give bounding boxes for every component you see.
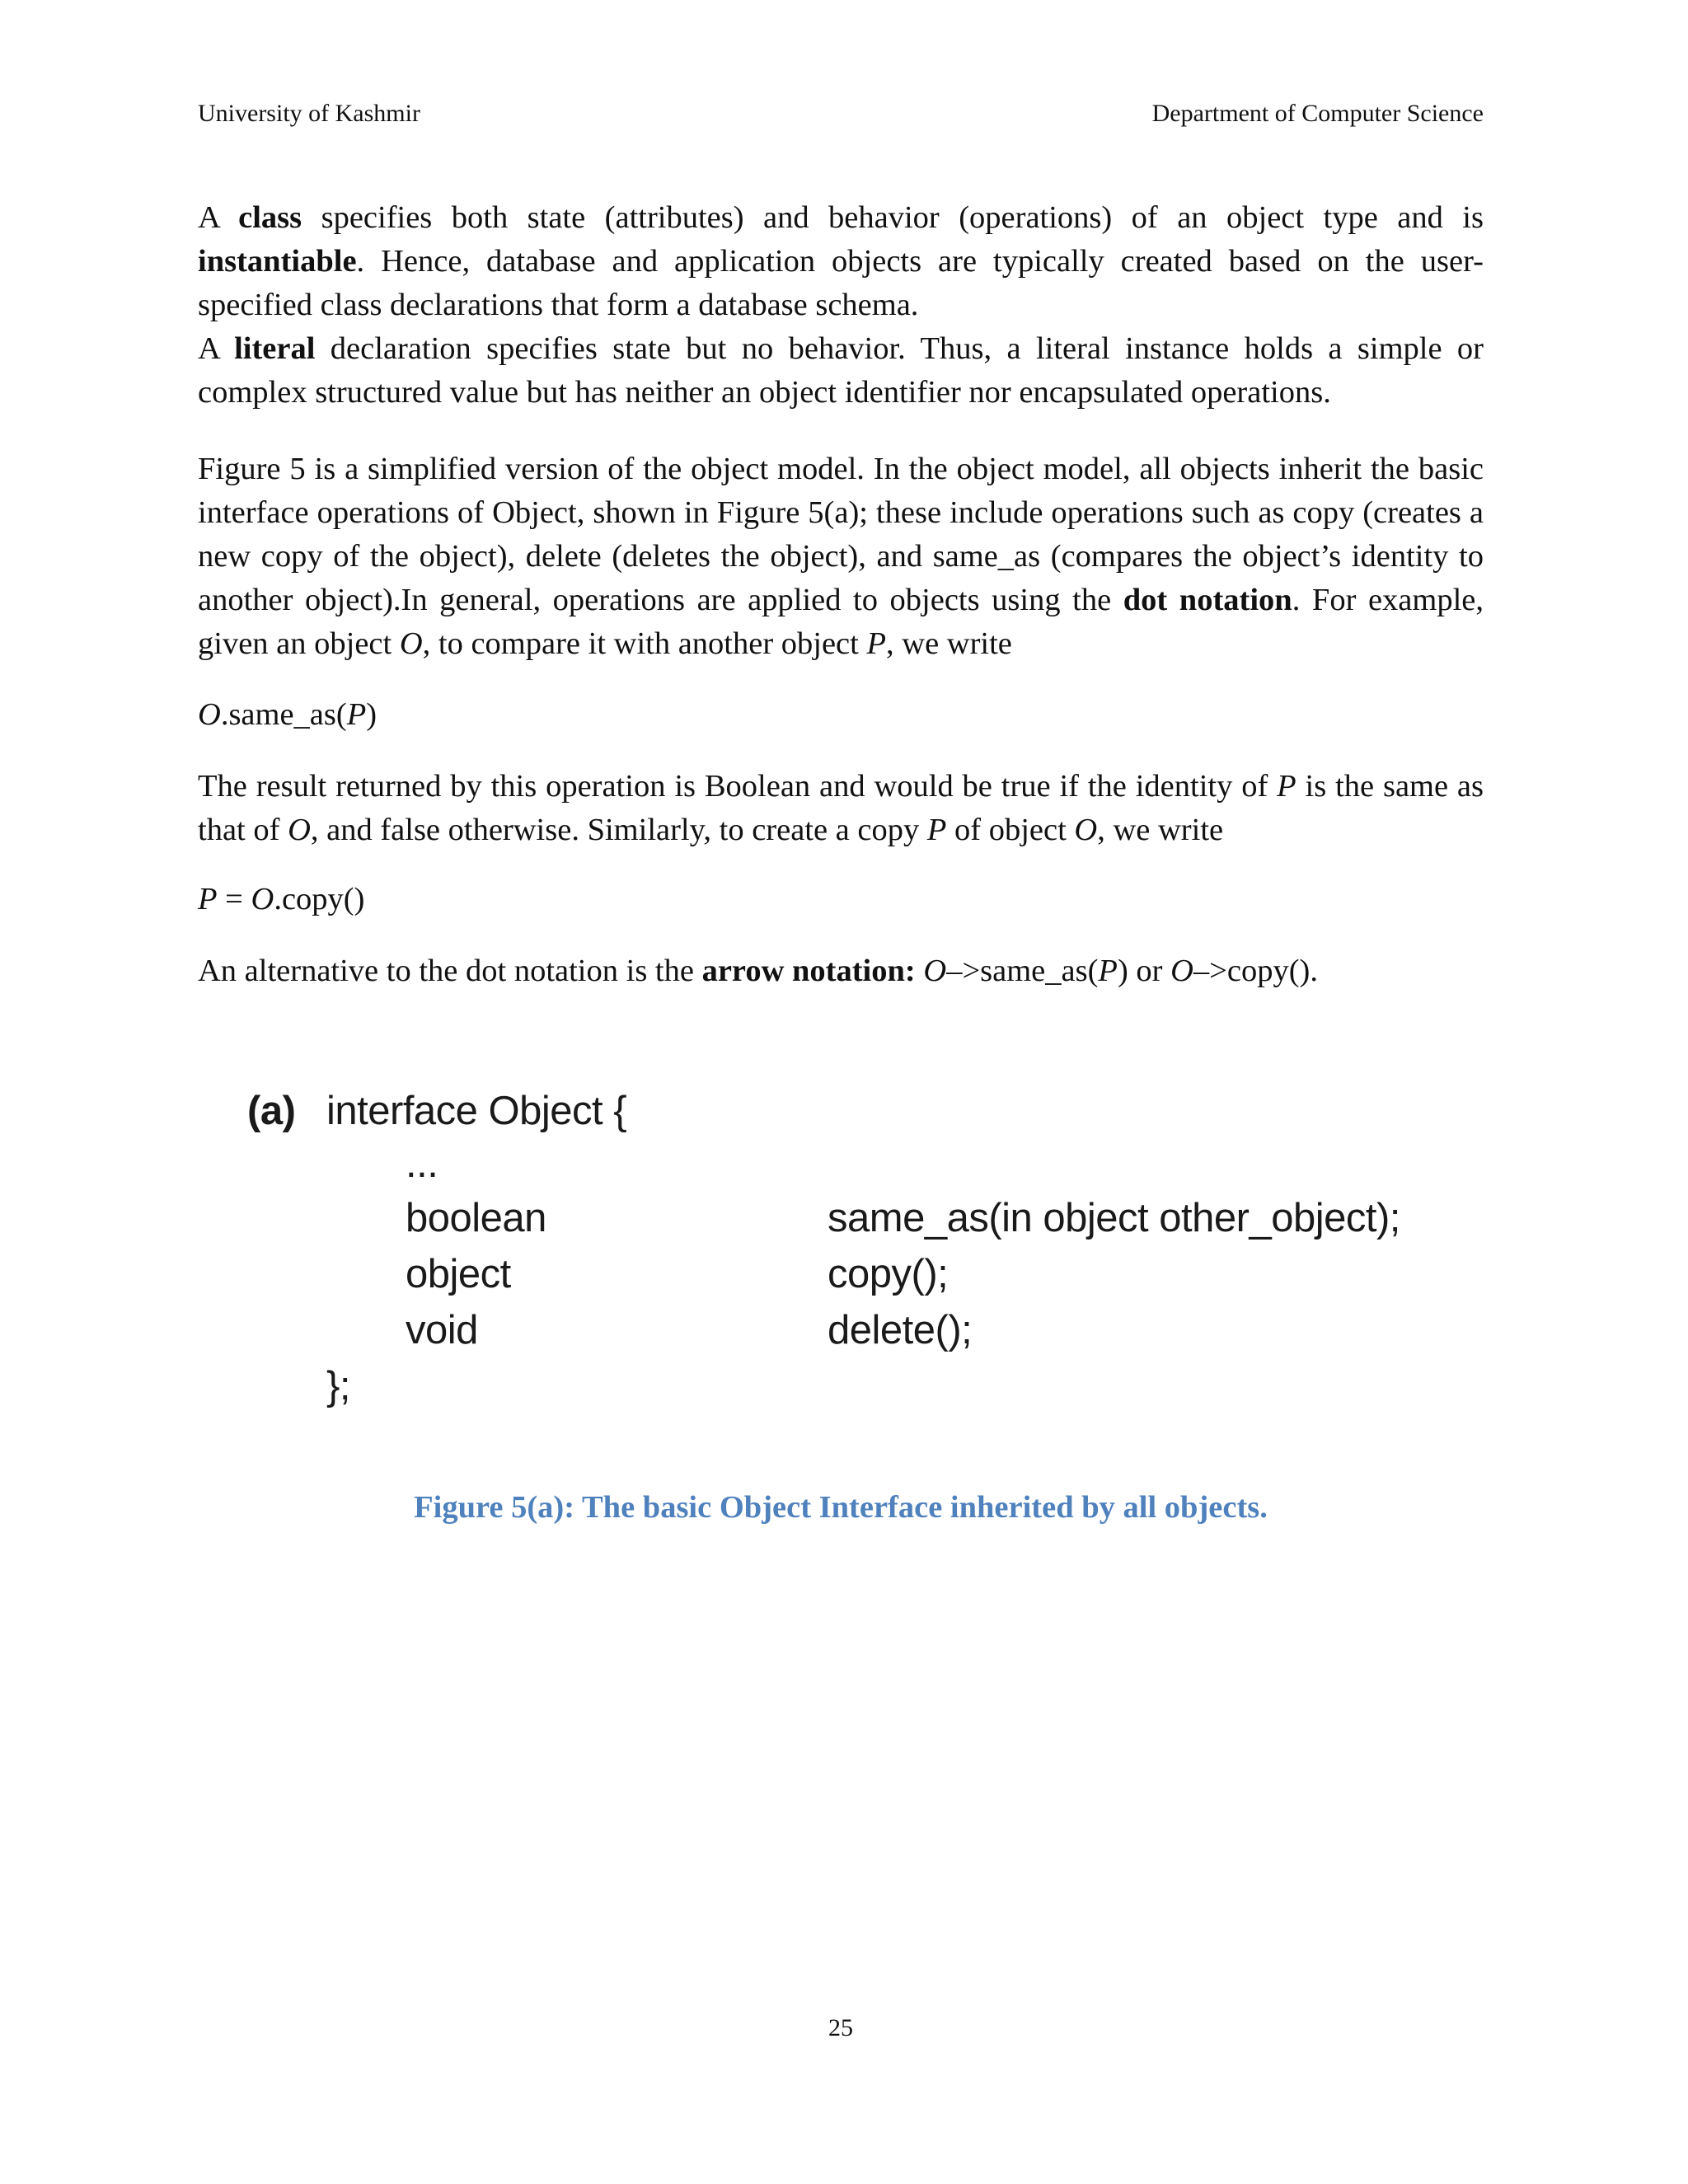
page-number: 25 <box>828 2014 853 2041</box>
expression-same-as: O.same_as(P) <box>198 697 377 732</box>
expression-copy: P = O.copy() <box>198 882 365 916</box>
page-header <box>198 97 1484 130</box>
term-instantiable: instantiable <box>198 244 357 279</box>
paragraph-class-definition: A class specifies both state (attributes) and behavior (operations) of an object type and is instantiable. Hence, database and application objects are typically created based on the user-specified class declarations that form a database schema. <box>198 200 1484 322</box>
interface-ellipsis: ... <box>406 1141 438 1186</box>
term-class: class <box>238 200 302 235</box>
header-institution: University of Kashmir <box>198 100 420 127</box>
operation-signature: copy(); <box>828 1252 949 1296</box>
paragraph-result: The result returned by this operation is Boolean and would be true if the identity of P is the same as that of O, and false otherwise. Similarly, to create a copy P of object O, we write <box>198 769 1484 847</box>
interface-close: }; <box>326 1364 350 1408</box>
term-literal: literal <box>234 331 316 366</box>
return-type: void <box>406 1308 478 1352</box>
operation-signature: delete(); <box>828 1308 973 1352</box>
return-type: object <box>406 1252 511 1296</box>
term-dot-notation: dot notation <box>1123 583 1292 617</box>
term-arrow-notation: arrow notation: <box>701 954 916 988</box>
paragraph-literal-definition: A literal declaration specifies state but no behavior. Thus, a literal instance holds a simple or complex structured value but has neither an object identifier nor encapsulated operations. <box>198 331 1484 410</box>
operation-signature: same_as(in object other_object); <box>828 1196 1400 1240</box>
interface-header: interface Object { <box>326 1089 627 1133</box>
paragraph-arrow-notation: An alternative to the dot notation is the arrow notation: O–>same_as(P) or O–>copy(). <box>198 954 1318 988</box>
figure-object-interface <box>247 1088 1484 1434</box>
figure-label: (a) <box>247 1089 296 1133</box>
figure-caption: Figure 5(a): The basic Object Interface inherited by all objects. <box>414 1490 1268 1525</box>
return-type: boolean <box>406 1196 546 1240</box>
header-department: Department of Computer Science <box>1151 100 1484 127</box>
paragraph-object-model: Figure 5 is a simplified version of the object model. In the object model, all objects inherit the basic interface operations of Object, shown in Figure 5(a); these include operations such as copy (creates a new copy of the object), delete (deletes the object), and same_as (compares the object’s identity to another object).In general, operations are applied to objects using the dot notation. For example, given an object O, to compare it with another object P, we write <box>198 452 1484 661</box>
